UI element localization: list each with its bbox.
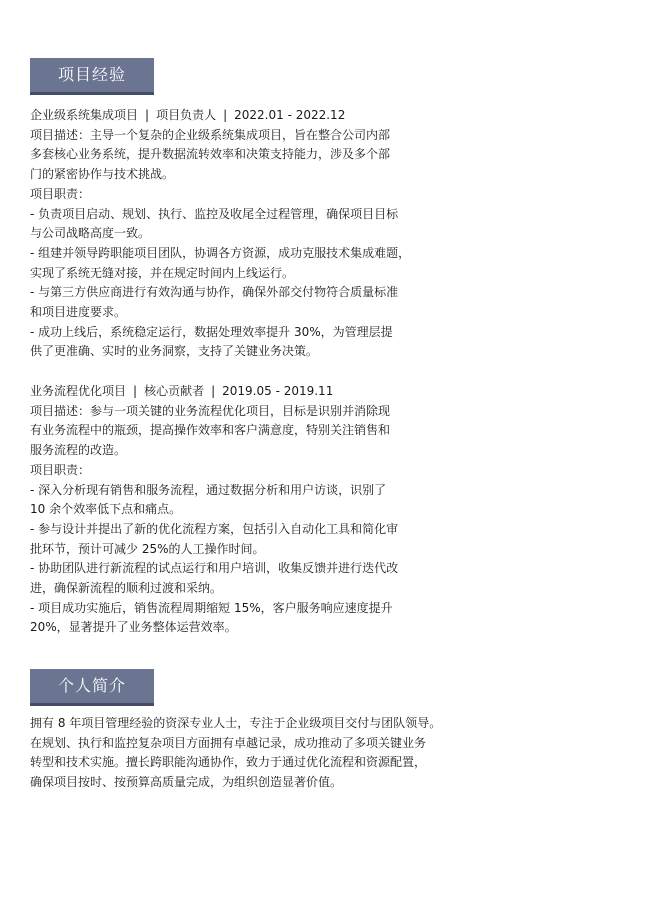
- project-text-line: 与公司战略高度一致。: [30, 226, 151, 241]
- project-text-line: 有业务流程中的瓶颈，提高操作效率和客户满意度，特别关注销售和: [30, 423, 391, 438]
- project-entry: [30, 382, 430, 638]
- profile-text-line: 拥有 8 年项目管理经验的资深专业人士，专注于企业级项目交付与团队领导。: [30, 716, 442, 730]
- profile-summary: [30, 714, 442, 792]
- project-text-line: 20%，显著提升了业务整体运营效率。: [30, 620, 237, 635]
- separator: |: [145, 108, 150, 122]
- project-text-line: 实现了系统无缝对接，并在规定时间内上线运行。: [30, 265, 295, 280]
- project-text-line: 和项目进度要求。: [30, 305, 127, 320]
- project-name: 业务流程优化项目: [30, 384, 127, 398]
- project-header: [30, 106, 430, 126]
- project-name: 企业级系统集成项目: [30, 108, 139, 122]
- project-period: 2022.01 - 2022.12: [234, 108, 346, 122]
- project-text-line: 项目描述：参与一项关键的业务流程优化项目，目标是识别并消除现: [30, 403, 391, 418]
- project-text-line: 项目职责：: [30, 462, 91, 477]
- project-text-line: 项目描述：主导一个复杂的企业级系统集成项目，旨在整合公司内部: [30, 127, 391, 142]
- profile-text-line: 转型和技术实施。擅长跨职能沟通协作，致力于通过优化流程和资源配置，: [30, 755, 427, 769]
- section-title-profile: 个人简介: [57, 676, 126, 695]
- project-text-line: - 负责项目启动、规划、执行、监控及收尾全过程管理，确保项目目标: [30, 206, 399, 221]
- project-text-line: - 与第三方供应商进行有效沟通与协作，确保外部交付物符合质量标准: [30, 285, 399, 300]
- separator: |: [133, 384, 138, 398]
- project-text-line: 批环节，预计可减少 25%的人工操作时间。: [30, 541, 265, 556]
- profile-text-line: 确保项目按时、按预算高质量完成，为组织创造显著价值。: [30, 774, 343, 789]
- project-entry: [30, 106, 430, 362]
- project-header: [30, 382, 430, 402]
- separator: |: [223, 108, 228, 122]
- project-text-line: - 参与设计并提出了新的优化流程方案，包括引入自动化工具和简化审: [30, 521, 399, 536]
- project-text-line: 门的紧密协作与技术挑战。: [30, 167, 175, 182]
- project-text-line: - 项目成功实施后，销售流程周期缩短 15%，客户服务响应速度提升: [30, 600, 393, 615]
- project-text-line: - 组建并领导跨职能项目团队，协调各方资源，成功克服技术集成难题，: [30, 245, 411, 260]
- project-text-line: 进，确保新流程的顺利过渡和采纳。: [30, 581, 223, 596]
- project-role: 核心贡献者: [144, 384, 205, 398]
- profile-text-line: 在规划、执行和监控复杂项目方面拥有卓越记录，成功推动了多项关键业务: [30, 735, 427, 750]
- separator: |: [211, 384, 216, 398]
- project-text-line: - 深入分析现有销售和服务流程，通过数据分析和用户访谈，识别了: [30, 482, 387, 497]
- project-text-line: 多套核心业务系统，提升数据流转效率和决策支持能力，涉及多个部: [30, 147, 391, 162]
- project-text-line: 10 余个效率低下点和痛点。: [30, 502, 182, 517]
- section-title-experience: 项目经验: [57, 65, 126, 84]
- project-text-line: - 成功上线后，系统稳定运行，数据处理效率提升 30%，为管理层提: [30, 324, 393, 339]
- section-header-profile: [30, 669, 154, 706]
- section-header-experience: [30, 58, 154, 95]
- project-text-line: 项目职责：: [30, 186, 91, 201]
- project-period: 2019.05 - 2019.11: [222, 384, 334, 398]
- project-text-line: 服务流程的改造。: [30, 443, 127, 458]
- project-text-line: 供了更准确、实时的业务洞察，支持了关键业务决策。: [30, 344, 319, 359]
- project-role: 项目负责人: [156, 108, 217, 122]
- project-text-line: - 协助团队进行新流程的试点运行和用户培训，收集反馈并进行迭代改: [30, 561, 399, 576]
